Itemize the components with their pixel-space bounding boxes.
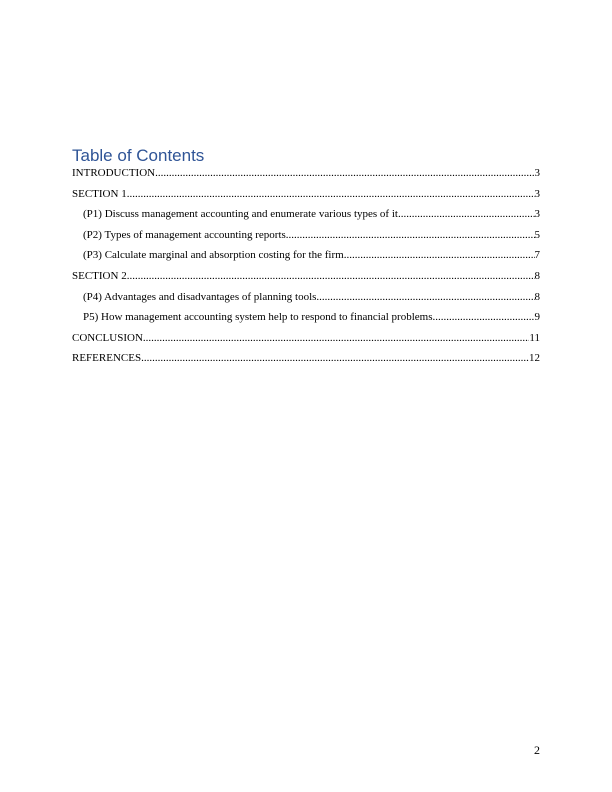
dot-leader (398, 208, 535, 221)
toc-entry-label: SECTION 2 (72, 269, 127, 282)
toc-entry-page: 3 (534, 167, 540, 179)
toc-entry-label: (P3) Calculate marginal and absorption costing for the firm (83, 249, 344, 262)
toc-title: Table of Contents (72, 146, 205, 165)
toc-entry-label: INTRODUCTION (72, 167, 156, 179)
toc-entry-page: 3 (534, 187, 540, 200)
toc-entry-page: 11 (529, 331, 540, 344)
toc-entry-section-2[interactable] (72, 270, 540, 283)
dot-leader (432, 311, 534, 324)
toc-entry-page: 8 (534, 269, 540, 282)
dot-leader (127, 188, 535, 201)
toc-entry-p5[interactable] (72, 311, 540, 324)
toc-entry-label: SECTION 1 (72, 187, 127, 200)
dot-leader (344, 249, 535, 262)
toc-entry-introduction[interactable] (72, 167, 540, 180)
dot-leader (286, 229, 535, 242)
toc-entry-p3[interactable] (72, 249, 540, 262)
toc-entry-label: CONCLUSION (72, 331, 143, 344)
toc-entry-p1[interactable] (72, 208, 540, 221)
toc-entry-label: (P1) Discuss management accounting and enumerate various types of it (83, 208, 398, 221)
toc-entry-page: 5 (534, 228, 540, 241)
toc-entry-conclusion[interactable] (72, 332, 540, 345)
toc-entry-page: 8 (534, 290, 540, 303)
toc-entry-references[interactable] (72, 352, 540, 365)
toc-entry-label: (P4) Advantages and disadvantages of planning tools (83, 290, 317, 303)
toc-entry-label: (P2) Types of management accounting reports (83, 228, 286, 241)
toc-entry-page: 7 (534, 249, 540, 262)
table-of-contents (72, 146, 540, 373)
dot-leader (143, 332, 530, 345)
toc-entry-p2[interactable] (72, 229, 540, 242)
toc-entry-page: 9 (534, 311, 540, 324)
dot-leader (127, 270, 535, 283)
toc-entry-p4[interactable] (72, 291, 540, 304)
dot-leader (316, 291, 534, 304)
toc-entry-page: 12 (529, 352, 540, 365)
page-number: 2 (534, 743, 540, 757)
toc-entry-label: REFERENCES (72, 352, 142, 365)
toc-entry-section-1[interactable] (72, 188, 540, 201)
dot-leader (141, 352, 529, 365)
toc-entry-page: 3 (534, 208, 540, 221)
toc-entry-label: P5) How management accounting system help to respond to financial problems (83, 311, 433, 324)
dot-leader (155, 167, 534, 180)
